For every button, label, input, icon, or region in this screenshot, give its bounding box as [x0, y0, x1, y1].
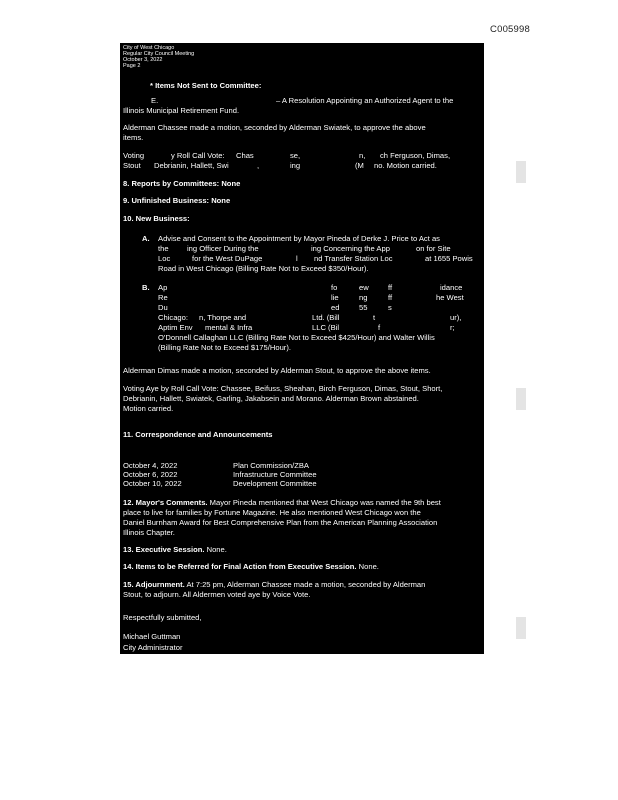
vote-fragment: , — [257, 161, 260, 170]
section-13 — [123, 545, 227, 554]
item-b-text: f — [378, 323, 381, 332]
item-b-text: Chicago: — [158, 313, 188, 322]
item-e-text-cont: Illinois Municipal Retirement Fund. — [123, 106, 240, 115]
announcement-date: October 6, 2022 — [123, 470, 178, 479]
minutes-page — [120, 43, 484, 654]
section-12-label: 12. Mayor's Comments. — [123, 498, 208, 507]
item-b-text: Ap — [158, 283, 168, 292]
item-b-text: Du — [158, 303, 168, 312]
item-a-text: at 1655 Powis — [425, 254, 473, 263]
section-13-label: 13. Executive Session. — [123, 545, 205, 554]
scan-edge-mark — [516, 161, 526, 183]
item-e-letter: E. — [151, 96, 159, 105]
item-a-text: ing Officer During the — [187, 244, 259, 253]
item-a-text: nd Transfer Station Loc — [314, 254, 393, 263]
vote-fragment: y Roll Call Vote: — [171, 151, 225, 160]
item-a-text: for the West DuPage — [192, 254, 263, 263]
vote-text: Debrianin, Hallett, Swiatek, Garling, Jakabsein and Morano. Alderman Brown abstained. — [123, 394, 419, 403]
section-11: 11. Correspondence and Announcements — [123, 430, 273, 439]
section-8: 8. Reports by Committees: None — [123, 179, 241, 188]
item-a-text: l — [296, 254, 298, 263]
item-a-text: Loc — [158, 254, 171, 263]
item-e-text: – A Resolution Appointing an Authorized Agent to the — [276, 96, 454, 105]
signer-name: Michael Guttman — [123, 632, 181, 641]
item-b-text: LLC (Bil — [312, 323, 340, 332]
vote-fragment: n, — [359, 151, 366, 160]
item-b-text: fo — [331, 283, 338, 292]
item-b-text: r; — [450, 323, 455, 332]
scan-edge-mark — [516, 617, 526, 639]
header-line: Regular City Council Meeting — [123, 51, 195, 57]
item-b-text: Ltd. (Bill — [312, 313, 340, 322]
item-a-letter: A. — [142, 234, 150, 243]
document-id: C005998 — [490, 24, 530, 35]
item-b-text: t — [373, 313, 376, 322]
item-b-letter: B. — [142, 283, 150, 292]
section-15-text: Stout, to adjourn. All Aldermen voted aye by Voice Vote. — [123, 590, 311, 599]
section-13-text: None. — [206, 545, 227, 554]
announcement-event: Development Committee — [233, 479, 317, 488]
section-9: 9. Unfinished Business: None — [123, 196, 231, 205]
header-line: Page 2 — [123, 63, 141, 69]
closing: Respectfully submitted, — [123, 613, 202, 622]
item-b-text: lie — [331, 293, 339, 302]
item-b-text: ur), — [450, 313, 462, 322]
motion-text: items. — [123, 133, 144, 142]
announcement-date: October 4, 2022 — [123, 461, 178, 470]
vote-fragment: (M — [355, 161, 364, 170]
motion-text: Alderman Dimas made a motion, seconded by Alderman Stout, to approve the above items. — [123, 366, 431, 375]
section-12 — [123, 498, 441, 507]
item-a-text: Road in West Chicago (Billing Rate Not to Exceed $350/Hour). — [158, 264, 369, 273]
scan-edge-mark — [516, 388, 526, 410]
section-12-text: Daniel Burnham Award for Best Comprehensive Plan from the American Planning Association — [123, 518, 438, 527]
section-15-label: 15. Adjournment. — [123, 580, 185, 589]
item-b-text: Aptim Env — [158, 323, 193, 332]
item-b-text: s — [388, 303, 392, 312]
item-b-text: idance — [440, 283, 463, 292]
vote-fragment: se, — [290, 151, 301, 160]
vote-text: Voting Aye by Roll Call Vote: Chassee, Beifuss, Sheahan, Birch Ferguson, Dimas, Stout, Short, — [123, 384, 443, 393]
header-line: October 3, 2022 — [123, 57, 163, 63]
section-15-text: At 7:25 pm, Alderman Chassee made a motion, seconded by Alderman — [186, 580, 426, 589]
section-14 — [123, 562, 379, 571]
page-header — [123, 45, 194, 69]
item-b-text: ff — [388, 293, 393, 302]
item-b-text: O'Donnell Callaghan LLC (Billing Rate Not to Exceed $425/Hour) and Walter Willis — [158, 333, 435, 342]
vote-fragment: Debrianin, Hallett, Swi — [154, 161, 229, 170]
item-b-text: Re — [158, 293, 168, 302]
header-line: City of West Chicago — [123, 45, 175, 51]
item-b-text: mental & Infra — [205, 323, 253, 332]
announcement-date: October 10, 2022 — [123, 479, 182, 488]
announcement-event: Plan Commission/ZBA — [233, 461, 309, 470]
item-a-text: the — [158, 244, 169, 253]
section-12-text: Mayor Pineda mentioned that West Chicago was named the 9th best — [209, 498, 441, 507]
section-14-label: 14. Items to be Referred for Final Action from Executive Session. — [123, 562, 357, 571]
item-b-text: n, Thorpe and — [199, 313, 247, 322]
section-14-text: None. — [358, 562, 379, 571]
vote-fragment: Voting — [123, 151, 145, 160]
section-10: 10. New Business: — [123, 214, 190, 223]
item-b-text: 55 — [359, 303, 368, 312]
section-12-text: place to live for families by Fortune Magazine. He also mentioned West Chicago won the — [123, 508, 421, 517]
announcement-event: Infrastructure Committee — [233, 470, 317, 479]
signer-title: City Administrator — [123, 643, 183, 652]
section-12-text: Illinois Chapter. — [123, 528, 175, 537]
vote-fragment: Chas — [236, 151, 254, 160]
item-b-text: he West — [436, 293, 464, 302]
item-b-text: ew — [359, 283, 369, 292]
item-a-text: ing Concerning the App — [311, 244, 390, 253]
vote-fragment: ch Ferguson, Dimas, — [380, 151, 451, 160]
item-a-text: Advise and Consent to the Appointment by Mayor Pineda of Derke J. Price to Act as — [158, 234, 440, 243]
section-15 — [123, 580, 425, 589]
item-b-text: (Billing Rate Not to Exceed $175/Hour). — [158, 343, 291, 352]
motion-text: Alderman Chassee made a motion, seconded by Alderman Swiatek, to approve the above — [123, 123, 426, 132]
vote-fragment: ing — [290, 161, 301, 170]
vote-fragment: Stout — [123, 161, 141, 170]
item-b-text: ff — [388, 283, 393, 292]
item-b-text: ed — [331, 303, 340, 312]
item-b-text: ng — [359, 293, 368, 302]
vote-text: Motion carried. — [123, 404, 174, 413]
vote-fragment: no. Motion carried. — [374, 161, 437, 170]
items-not-sent-heading: * Items Not Sent to Committee: — [150, 81, 262, 90]
item-a-text: on for Site — [416, 244, 451, 253]
